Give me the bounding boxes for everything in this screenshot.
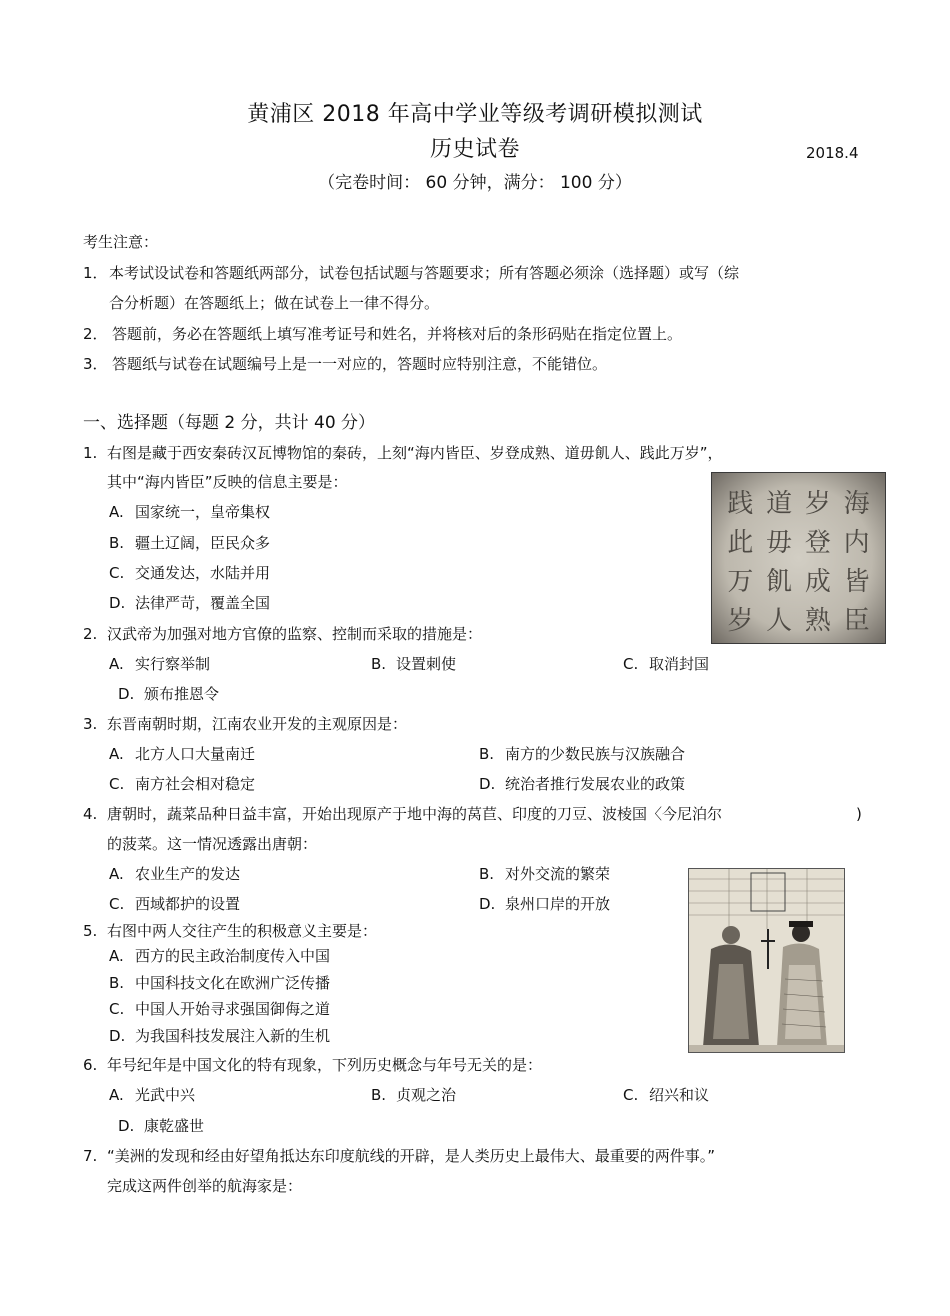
option-text: 颁布推恩令 [144,685,220,703]
option-text: 交通发达，水陆并用 [135,564,271,582]
question-stem: 东晋南朝时期，江南农业开发的主观原因是： [107,715,408,733]
question-number: 3. [83,715,98,733]
seal-char: 海 [843,489,870,519]
exam-date: 2018.4 [806,144,859,162]
option-key: D. [109,1027,126,1045]
option-text: 贞观之治 [396,1086,457,1104]
option-text: 西域都护的设置 [135,895,241,913]
seal-char: 飢 [766,567,793,597]
question-number: 2. [83,625,98,643]
question-stem: 年号纪年是中国文化的特有现象，下列历史概念与年号无关的是： [107,1056,543,1074]
option-key: D. [109,594,126,612]
option-text: 光武中兴 [135,1086,196,1104]
option-text: 国家统一，皇帝集权 [135,503,271,521]
option-key: B. [371,1086,387,1104]
question-number: 4. [83,805,98,823]
option-text: 设置刺使 [396,655,457,673]
exam-title: 黄浦区 2018 年高中学业等级考调研模拟测试 [247,102,703,127]
option-text: 实行察举制 [135,655,211,673]
engraving-illustration [689,869,845,1053]
option-key: C. [109,895,125,913]
question-stem: “美洲的发现和经由好望角抵达东印度航线的开辟，是人类历史上最伟大、最重要的两件事。” [107,1147,716,1165]
option-key: D. [479,775,496,793]
option-key: A. [109,865,124,883]
question-number: 7. [83,1147,98,1165]
option-key: A. [109,745,124,763]
option-text: 中国人开始寻求强国御侮之道 [135,1000,331,1018]
seal-char: 内 [843,528,870,558]
option-text: 西方的民主政治制度传入中国 [135,947,331,965]
seal-char: 岁 [727,606,754,636]
seal-char: 臣 [843,606,870,636]
qin-brick-image [711,472,886,644]
question-stem: 汉武帝为加强对地方官僚的监察、控制而采取的措施是： [107,625,483,643]
option-key: A. [109,503,124,521]
option-key: A. [109,1086,124,1104]
option-key: B. [109,974,125,992]
option-text: 康乾盛世 [144,1117,205,1135]
option-text: 统治者推行发展农业的政策 [505,775,686,793]
option-text: 北方人口大量南迁 [135,745,256,763]
option-key: C. [109,564,125,582]
option-key: C. [109,1000,125,1018]
option-text: 南方社会相对稳定 [135,775,256,793]
exam-subtitle: 历史试卷 [429,137,520,162]
option-key: D. [118,1117,135,1135]
notice-num-3: 3． [83,355,108,373]
question-stem: 右图中两人交往产生的积极意义主要是： [107,922,378,940]
option-key: C. [109,775,125,793]
option-key: D. [479,895,496,913]
option-text: 法律严苛，覆盖全国 [135,594,271,612]
option-text: 对外交流的繁荣 [505,865,611,883]
option-key: D. [118,685,135,703]
seal-char: 践 [727,489,754,519]
seal-char: 道 [766,489,793,519]
option-text: 绍兴和议 [649,1086,710,1104]
seal-char: 成 [804,567,831,597]
question-stem: 右图是藏于西安秦砖汉瓦博物馆的秦砖，上刻“海内皆臣、岁登成熟、道毋飢人、践此万岁”， [107,444,723,462]
option-key: A. [109,655,124,673]
option-key: A. [109,947,124,965]
question-stem: 完成这两件创举的航海家是： [107,1177,303,1195]
option-key: C. [623,1086,639,1104]
option-key: B. [479,865,495,883]
seal-char: 岁 [804,489,831,519]
option-text: 取消封国 [649,655,710,673]
notice-heading: 考生注意： [83,233,159,251]
option-text: 为我国科技发展注入新的生机 [135,1027,331,1045]
section-heading: 一、选择题（每题 2 分，共计 40 分） [83,413,376,433]
option-text: 泉州口岸的开放 [505,895,611,913]
seal-char: 登 [804,528,831,558]
option-text: 疆土辽阔，臣民众多 [135,534,271,552]
seal-char: 熟 [804,606,831,636]
seal-char: 皆 [843,567,870,597]
seal-char: 毋 [766,528,793,558]
time-info: （完卷时间： 60 分钟，满分： 100 分） [318,173,632,193]
question-number: 1. [83,444,98,462]
notice-line: 答题纸与试卷在试题编号上是一一对应的，答题时应特别注意，不能错位。 [112,355,608,373]
paren-close: ) [856,805,862,823]
notice-num-1: 1． [83,264,108,282]
option-text: 南方的少数民族与汉族融合 [505,745,686,763]
seal-char: 万 [727,567,754,597]
question-stem: 的菠菜。这一情况透露出唐朝： [107,835,318,853]
question-number: 5. [83,922,98,940]
question-stem: 其中“海内皆臣”反映的信息主要是： [107,473,348,491]
seal-char: 此 [727,528,754,558]
notice-num-2: 2． [83,325,108,343]
option-key: C. [623,655,639,673]
notice-line: 合分析题）在答题纸上；做在试卷上一律不得分。 [109,294,440,312]
option-key: B. [479,745,495,763]
option-text: 农业生产的发达 [135,865,241,883]
question-stem: 唐朝时，蔬菜品种日益丰富，开始出现原产于地中海的莴苣、印度的刀豆、波棱国〈今尼泊尔 [107,805,723,823]
seal-char: 人 [766,606,793,636]
notice-line: 答题前，务必在答题纸上填写准考证号和姓名，并将核对后的条形码贴在指定位置上。 [112,325,683,343]
option-key: B. [109,534,125,552]
option-key: B. [371,655,387,673]
question-number: 6. [83,1056,98,1074]
engraving-image [688,868,845,1053]
notice-line: 本考试设试卷和答题纸两部分，试卷包括试题与答题要求；所有答题必须涂（选择题）或写（综 [109,264,740,282]
option-text: 中国科技文化在欧洲广泛传播 [135,974,331,992]
